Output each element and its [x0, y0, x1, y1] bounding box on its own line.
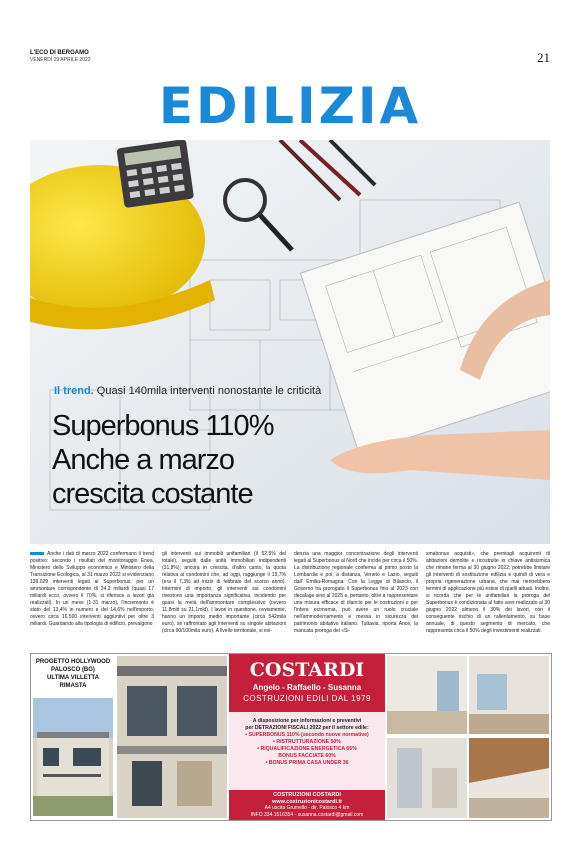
project-name: PROGETTO HOLLYWOOD	[35, 659, 111, 665]
newspaper-name: L'ECO DI BERGAMO	[30, 50, 89, 56]
brand-header	[229, 654, 385, 712]
ad-services	[229, 712, 385, 767]
project-note-2: RIMASTA	[59, 683, 87, 689]
article-headline	[52, 409, 372, 511]
services-intro-1: A disposizione per informazioni e preventivi	[252, 718, 362, 724]
article-column-4: smabonus acquisti», che premiagli acquirenti di abitazioni demolite e ricostruite in chiave antisismica che rimane ferma al 30 giugno 2022, potrebbe limitare gli interventi di sostituzione edilizia e quindi di vera e propria rigenerazione urbana, che mai rientrebbero termini di applicazione più estesi di quelli attuali. Inoltre, si ricorda che per le unifamiliari la proroga del Superbonus è condizionata al fatto aver realizzato al 30 giugno 2022 almeno il 30% dei lavori, con il conseguente rischio di un rallentamento, su base annuale, di questo segmento di mercato, che rappresenta circa il 50% degli investimenti realizzati.	[426, 551, 550, 634]
website-link[interactable]: www.costruzionicostardi.it	[272, 798, 342, 805]
article-column-1	[30, 551, 154, 643]
contact-phone: INFO 334.1516354 - susanna.costardi@gmail.com	[250, 811, 364, 818]
service-item: • SUPERBONUS 110% (secondo nuove normative)	[245, 732, 369, 738]
villa-exterior-photo	[33, 698, 113, 816]
section-title: EDILIZIA	[158, 77, 422, 135]
kicker-tag: Il trend.	[54, 385, 94, 397]
service-item: • RIQUALIFICAZIONE ENERGETICA 65%	[257, 746, 357, 752]
project-note-1: ULTIMA VILLETTA	[47, 675, 99, 681]
masthead	[30, 50, 91, 64]
interior-photo-2	[469, 656, 549, 734]
contact-title: COSTRUZIONI COSTARDI	[273, 792, 341, 798]
interior-photo-1	[387, 656, 467, 734]
interior-photo-3	[387, 738, 467, 818]
headline-line-2: Anche a marzo	[52, 444, 235, 476]
service-item: BONUS FACCIATE 60%	[278, 753, 336, 759]
headline-line-1: Superbonus 110%	[52, 410, 274, 442]
column-text: Anche i dati di marzo 2022 confermano il trend positivo: secondo i risultati del monitoraggio Enea, Ministero dello Sviluppo economico e Ministero della Transizione Ecologica, al 31 marzo 2022 si evidenziano 139.029 interventi legati al Superbonus, per un ammontare corrispondente di 24,2 miliardi (quasi 17 miliardi ecco, ovvero il 70%, si riferisce a lavori già realizzati). In un mese (1-31 marzo), l'incremento è stato del 13,4% in numero e del 14,6% nell'importo, ovvero circa 16.500 interventi aggiuntivi per oltre 3 miliardi. Guardando alla tipologia di edificio, prevalgono	[30, 551, 154, 627]
article-column-2: gli interventi sui immobili unifamiliari (il 52,5% del totale), seguiti dalle unità immobiliari indipendenti (31,8%); ancora in crescita, d'altro canto, la quota relativa ai condomini che, ad oggi, raggiunge il 15,7% (era il 7,3% ad inizio di febbraio del scorso anno). Intermini di importo, gli interventi sui condomini rivestono una importanza significativa, incidendo per quasi la metà dell'ammontare complessivo (ovvero 11,8mld su 21,1mld). I lavori in questione, ovviamente, hanno un importo medio importante (circa 542mila euro), se raffrontato agli interventi su singole abitazioni (circa 90/100mila euro). A livello territoriale, si evi-	[162, 551, 286, 634]
ad-project-text	[33, 658, 113, 690]
service-item: • BONUS PRIMA CASA UNDER 36	[265, 760, 349, 766]
services-intro-2: per DETRAZIONI FISCALI 2022 per il settore edile:	[245, 725, 369, 731]
kicker-text: Quasi 140mila interventi nonostante le criticità	[96, 385, 322, 397]
headline-line-3: crescita costante	[52, 478, 253, 510]
article-body	[30, 551, 550, 643]
brand-subtitle: COSTRUZIONI EDILI DAL 1979	[243, 694, 371, 703]
project-location: PALOSCO (BG)	[51, 667, 95, 673]
costardi-info-panel	[229, 654, 385, 820]
article-kicker	[54, 385, 321, 397]
issue-date: VENERDÌ 29 APRILE 2022	[30, 57, 91, 63]
paragraph-marker	[30, 552, 44, 555]
page-number: 21	[537, 50, 550, 65]
contact-address: A4 uscita Grumello - dir. Palosco 4 km	[264, 805, 350, 811]
interior-photo-4	[469, 738, 549, 818]
ad-contacts	[229, 790, 385, 820]
service-item: • RISTRUTTURAZIONE 50%	[273, 739, 341, 745]
article-column-3: denzia una maggior concentrazione degli interventi legati al Superbonus al Nord che incide per circa il 50%. La distribuzione regionale conferma al primo posto la Lombardia e poi, a distanza, Veneto e Lazio, seguiti dall' Emilia-Romagna. Con la Legge di Bilancio, il Governo ha prorogato il Superbonus fino al 2023 con decalage sino al 2025 e, pertanto, oltre a rappresentare una misura efficace di rilancio per le costruzioni e per l'intera economia, può avere un ruolo cruciale nell'ammodernamento e messa in sicurezza del patrimonio abitativo italiano. Tuttavia, riporta Ance, la mancata proroga del «Si-	[294, 551, 418, 634]
villa-facade-photo	[117, 656, 227, 818]
brand-people: Angelo - Raffaello - Susanna	[252, 683, 362, 692]
ad-project-panel	[31, 654, 115, 820]
advertisement	[30, 653, 552, 821]
brand-name: COSTARDI	[249, 659, 365, 681]
